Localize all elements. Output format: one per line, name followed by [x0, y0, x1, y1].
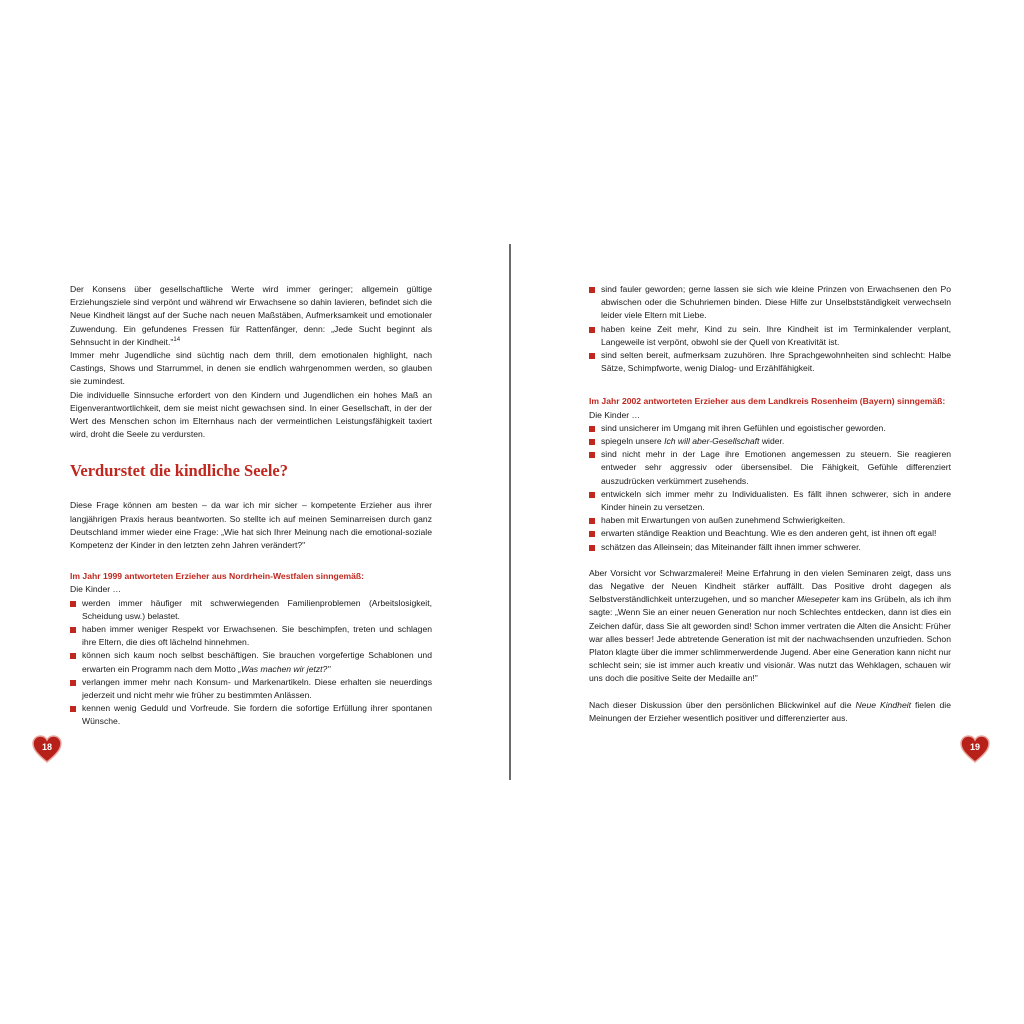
paragraph-text: fielen die Meinungen der Erzieher wesentlich positiver und differenzierter aus. [589, 699, 951, 723]
paragraph-text: Aber Vorsicht vor Schwarzmalerei! Meine Erfahrung in den vielen Seminaren zeigt, dass uns das Negative der Neuen Kindheit stärker auffällt. Das Positive droht dagegen als Selbstverständlichkeit unterzugehen, und so mancher [589, 567, 951, 605]
list-item-text: schätzen das Alleinsein; das Miteinander fällt ihnen immer schwerer. [601, 541, 861, 552]
list-item [589, 323, 951, 349]
bullet-icon [70, 706, 76, 712]
book-gutter [509, 244, 511, 780]
bullet-icon [70, 627, 76, 633]
bullet-icon [589, 426, 595, 432]
list-item [589, 349, 951, 375]
list-item-text: sind unsicherer im Umgang mit ihren Gefühlen und egoistischer geworden. [601, 422, 886, 433]
bullet-icon [589, 353, 595, 359]
page-number-text: 18 [41, 742, 52, 752]
bullet-icon [70, 680, 76, 686]
list-item-text: erwarten ständige Reaktion und Beachtung. Wie es den anderen geht, ist ihnen oft egal! [601, 528, 937, 539]
bullet-icon [589, 287, 595, 293]
footnote-marker: 14 [173, 336, 181, 343]
list-item-text-after: wider. [759, 436, 785, 447]
list-item-text: können sich kaum noch selbst beschäftigen. Sie brauchen vorgefertige Schablonen und erwarten ein Programm nach dem Motto [82, 650, 432, 674]
list-item-italic: Ich will aber-Gesellschaft [664, 436, 760, 447]
page-number-right [960, 735, 990, 763]
list-item [589, 283, 951, 323]
bullet-list-continued [589, 283, 951, 375]
intro-paragraph-1 [70, 283, 432, 349]
bullet-icon [589, 545, 595, 551]
list-item [589, 448, 951, 488]
bullet-icon [589, 492, 595, 498]
list-item [70, 623, 432, 649]
list-item-text: sind selten bereit, aufmerksam zuzuhören. Ihre Sprachgewohnheiten sind schlecht: Halbe Sätze, Schimpfworte, wenig Dialog- und Erzählfähigkeit. [601, 350, 951, 374]
list-item-text: entwickeln sich immer mehr zu Individualisten. Es fällt ihnen schwerer, sich in andere Kinder hinein zu versetzen. [601, 488, 951, 513]
list-item [589, 541, 951, 554]
kinder-intro: Die Kinder … [70, 584, 122, 595]
bullet-icon [589, 327, 595, 333]
section-heading: Verdurstet die kindliche Seele? [70, 461, 289, 481]
list-item [589, 435, 951, 448]
subheading-1999: Im Jahr 1999 antworteten Erzieher aus Nordrhein-Westfalen sinngemäß: [70, 571, 365, 582]
bullet-list-1999 [70, 597, 432, 729]
paragraph-italic: Neue Kindheit [855, 699, 912, 710]
list-item-text: werden immer häufiger mit schwerwiegenden Familienproblemen (Arbeitslosigkeit, Scheidung usw.) belastet. [82, 597, 432, 621]
bullet-icon [589, 531, 595, 537]
list-item [589, 514, 951, 527]
paragraph-text: Nach dieser Diskussion über den persönlichen Blickwinkel auf die [589, 699, 856, 710]
list-item-text: kennen wenig Geduld und Vorfreude. Sie fordern die sofortige Erfüllung ihrer spontanen Wünsche. [82, 703, 432, 727]
list-item-italic: „Was machen wir jetzt?" [238, 663, 331, 674]
question-paragraph: Diese Frage können am besten – da war ich mir sicher – kompetente Erzieher aus ihrer langjährigen Praxis heraus beantworten. So stellte ich auf meinen Seminarreisen durch ganz Deutschland immer wieder eine Frage: „Wie hat sich Ihrer Meinung nach die emotional-soziale Kompetenz der Kinder in den letzten zehn Jahren verändert?" [70, 500, 432, 551]
list-item [70, 676, 432, 702]
kinder-intro: Die Kinder … [589, 409, 641, 420]
list-item-text: spiegeln unsere [601, 436, 665, 447]
list-item [70, 649, 432, 675]
list-item-text: sind nicht mehr in der Lage ihre Emotionen angemessen zu steuern. Sie reagieren entweder sehr aggressiv oder übersensibel. Die Fähigkeit, Gefühle differenziert auszudrücken verkümmert zusehends. [601, 449, 951, 486]
list-item [70, 702, 432, 728]
intro-paragraph-2: Immer mehr Jugendliche sind süchtig nach dem thrill, dem emotionalen highlight, nach Castings, Shows und Starrummel, in denen sie endlich wahrgenommen werden, so glauben sie zumindest. [70, 350, 432, 387]
paragraph-italic: Miesepeter [796, 594, 840, 605]
paragraph-text: kam ins Grübeln, als ich ihm sagte: „Wenn Sie an einer neuen Generation nur noch Schlechtes entdecken, dann ist dies ein Zeichen dafür, dass Sie alt geworden sind! Schon immer vertraten die Alten die Ansicht: Früher war alles besser! Jede abtretende Generation ist mit der nachwachsenden unzufrieden. Schon Platon klagte über die immer schlimmerwerdende Jugend. Aber eine Generation kann nicht nur schlecht sein; sie ist immer auch kreativ und visionär. Was nutzt das Wehklagen, schauen wir uns doch die positive Seite der Medaille an!" [589, 594, 952, 684]
right-page [589, 283, 951, 725]
bullet-icon [70, 653, 76, 659]
list-item-text: haben immer weniger Respekt vor Erwachsenen. Sie beschimpfen, treten und schlagen ihre Eltern, die dies oft lächelnd hinnehmen. [82, 624, 432, 648]
intro-paragraph-1-text: Der Konsens über gesellschaftliche Werte wird immer geringer; allgemein gültige Erziehungsziele sind verpönt und während wir Erwachsene so dahin lavieren, befindet sich die Neue Kindheit längst auf der Suche nach neuen Maßstäben, Aufmerksamkeit und emotionaler Zuwendung. Ein gefundenes Fressen für Rattenfänger, denn: „Jede Sucht beginnt als Sehnsucht in der Kindheit." [70, 284, 432, 347]
bullet-icon [589, 518, 595, 524]
closing-paragraph-2 [589, 699, 951, 725]
list-item-text: haben mit Erwartungen von außen zunehmend Schwierigkeiten. [601, 515, 846, 526]
list-item [589, 527, 951, 540]
list-item-text: haben keine Zeit mehr, Kind zu sein. Ihre Kindheit ist im Terminkalender verplant, Langeweile ist verpönt, obwohl sie der Quell von Kreativität ist. [601, 323, 951, 347]
page-number-text: 19 [969, 742, 980, 752]
left-page [70, 283, 432, 729]
bullet-icon [70, 601, 76, 607]
list-item [70, 597, 432, 623]
subheading-2002: Im Jahr 2002 antworteten Erzieher aus dem Landkreis Rosenheim (Bayern) sinngemäß: [589, 396, 946, 407]
bullet-icon [589, 439, 595, 445]
list-item [589, 422, 951, 435]
bullet-list-2002 [589, 422, 951, 554]
intro-paragraph-3: Die individuelle Sinnsuche erfordert von den Kindern und Jugendlichen ein hohes Maß an Eigenverantwortlichkeit, dem sie meist nicht gewachsen sind. In einer Gesellschaft, in der der Wert des Menschen schon im Elternhaus nach der vermeintlichen Leistungsfähigkeit taxiert wird, droht die Seele zu verdursten. [70, 389, 432, 440]
list-item-text: sind fauler geworden; gerne lassen sie sich wie kleine Prinzen von Erwachsenen den Po abwischen oder die Schuhriemen binden. Diese Hilfe zur Unselbstständigkeit verwechseln leider viele Eltern mit Liebe. [601, 284, 951, 321]
bullet-icon [589, 452, 595, 458]
page-number-left [32, 735, 62, 763]
list-item-text: verlangen immer mehr nach Konsum- und Markenartikeln. Diese erhalten sie neuerdings jederzeit und nicht mehr wie früher zu bestimmten Anlässen. [82, 676, 432, 701]
closing-paragraph-1 [589, 567, 951, 686]
list-item [589, 488, 951, 514]
